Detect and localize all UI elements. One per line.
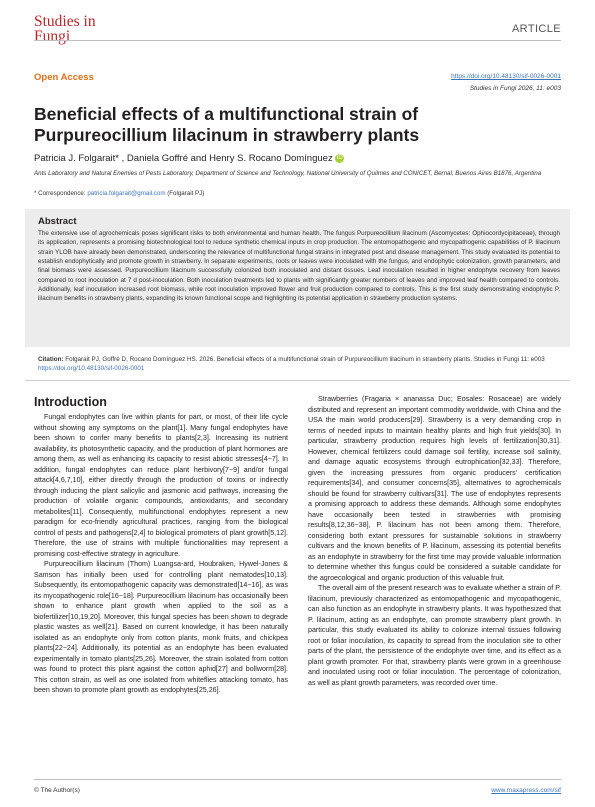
article-type-label: ARTICLE xyxy=(511,23,561,35)
journal-reference: Studies in Fungi 2026, 11: e003 xyxy=(469,85,561,92)
orcid-icon[interactable]: iD xyxy=(337,154,343,161)
citation xyxy=(38,355,560,374)
paragraph: Fungal endophytes can live within plants for part, or most, of their life cycle without showing any symptoms on the plant[1]. Many fungal endophytes have been shown to confer many benefits to plants[2,3]. Increasing its nutrient availability, its photosynthetic capacity, and the production of plant hormones are among them, as well as enhancing its capacity to resist abiotic stresses[4−7]. In addition, fungal endophytes can reduce plant herbivory[7−9] and/or fungal attack[4,6,7,10], either directly through the production of toxins or indirectly through inducing the plant salicylic and jasmonic acid pathways, increasing the production of volatile organic compounds, antioxidants, and secondary metabolites[11]. Consequently, multifunctional endophytes represent a new paradigm for eco-friendly agricultural practices, ranging from the biological control of pests and pathogens[2,4] to biological promoters of plant growth[5,12]. Therefore, the use of strains with multiple functionalities may represent a promising cost-effective strategy in agriculture. xyxy=(34,413,288,558)
body-column-left xyxy=(34,412,288,696)
doi-link[interactable]: https://doi.org/10.48130/sif-0026-0001 xyxy=(451,73,561,80)
paragraph: Strawberries (Fragaria × ananassa Duc; Eosales: Rosaceae) are widely distributed and represent an important commodity worldwide, with China and the USA the main world producers[29]. Strawberry is a very demanding crop in terms of needed inputs to maintain healthy plants and high fruit yields[30]. In particular, strawberry production requires high levels of fertilization[30,31]. However, chemical fertilizers could damage soil fertility, increase soil salinity, and damage aquatic ecosystems through eutrophication[32,33]. Therefore, given the increasing pressures from organic producers' certification requirements[34], and consumer concerns[35], alternatives to agrochemicals should be found for strawberry cultivars[31]. The use of endophytes represents a promising approach to address these demands. Although some endophytes have occasionally been tested in strawberries with promising results[8,12,36−38], P. lilacinum has not been among them. Therefore, considering both extant pressures for sustainable solutions in strawberry cultivars and the known benefits of P. lilacinum, assessing its potential benefits as an endophyte in strawberry for the first time may provide valuable information to determine whether this fungus could be considered a suitable candidate for the agroecological and organic production of this valuable fruit. xyxy=(308,395,561,582)
introduction-heading: Introduction xyxy=(34,395,107,409)
body-column-right xyxy=(308,394,561,688)
header-divider xyxy=(34,40,561,41)
correspondence-email-link[interactable]: patricia.folgarait@gmail.com xyxy=(87,190,166,197)
publisher-website-link[interactable]: www.maxapress.com/sif xyxy=(491,787,561,794)
abstract-heading: Abstract xyxy=(38,216,77,227)
correspondence-prefix: * Correspondence: xyxy=(34,190,88,197)
paragraph: Purpureocillium lilacinum (Thom) Luangsa-ard, Houbraken, Hywel-Jones & Samson has initially been used for controlling plant nematodes[10,13]. Subsequently, its entomopathogenic capacity was demonstrated[14−16], as was its mycopathogenic role[16−18]. Purpureocillium lilacinum has occasionally been shown to enhance plant growth when applied to the soil as a biofertilizer[10,19,20]. Moreover, this fungal species has been shown to degrade plastic wastes as well[21]. Based on current knowledge, it has been naturally isolated as an endophyte only from cotton plants, monk fruits, and chickpea plants[22−24]. Additionally, its potential as an endophyte has been evaluated experimentally in tomato plants[25,26]. Moreover, the strain isolated from cotton was found to protect this plant against the cotton aphid[27] and bollworm[28]. This cotton strain, as well as one isolated from whiteflies attacking tomato, has been shown to promote plant growth as endophytes[25,26]. xyxy=(34,560,288,694)
copyright-notice: © The Author(s) xyxy=(34,787,80,794)
citation-label: Citation: xyxy=(38,356,64,363)
citation-divider xyxy=(25,380,570,381)
correspondence xyxy=(34,190,204,197)
journal-logo-line2: Fungi xyxy=(34,28,71,45)
journal-logo-line1: Studies in xyxy=(34,13,96,30)
footer-divider xyxy=(34,779,561,780)
citation-doi-link[interactable]: https://doi.org/10.48130/sif-0026-0001 xyxy=(38,365,145,373)
affiliation: Ants Laboratory and Natural Enemies of Pests Laboratory, Department of Science and Technology, National University of Quilmes and CONICET, Bernal, Buenos Aires B1876, Argentina xyxy=(34,170,542,177)
abstract-text: The extensive use of agrochemicals poses significant risks to both environmental and human health. The fungus Purpureocillium lilacinum (Ascomycetes: Ophiocordycipitaceae), through its application, represents a promising biotechnological tool to reduce synthetic chemical inputs in crop production. The entomopathogenic and mycopathogenic capabilities of P. lilacinum strain YLOB have already been demonstrated, underscoring the relevance of multifunctional fungal strains in integrated pest and disease management. This study evaluated its potential to establish endophytically and promote growth in strawberry. In separate experiments, roots or leaves were inoculated with the fungus, and endophytic colonization, growth parameters, and final biomass were assessed. Purpureocillium lilacinum successfully colonized both inoculated and distant tissues. Leaf inoculation resulted in higher endophyte recovery from leaves compared to root inoculation at 7 d post-inoculation. Both inoculation treatments led to plants with significantly greater numbers of leaves and improved leaf health compared to controls. Additionally, leaf inoculation increased root biomass, while root inoculation improved flower and fruit production compared to controls. This is the first study demonstrating endophytic P. lilacinum benefits in strawberry plants, expanding its known functional scope and highlighting its potential application in strawberry production systems. xyxy=(38,230,560,303)
open-access-label: Open Access xyxy=(34,72,94,83)
author-list xyxy=(34,153,344,164)
article-title: Beneficial effects of a multifunctional strain of Purpureocillium lilacinum in strawberry plants xyxy=(34,104,420,145)
citation-text: Folgarait PJ, Goffré D, Rocano Domínguez HS. 2026. Beneficial effects of a multifunctional strain of Purpureocillium lilacinum in strawberry plants. Studies in Fungi 11: e003 xyxy=(63,356,545,363)
authors-text: Patricia J. Folgarait* , Daniela Goffré and Henry S. Rocano Domínguez xyxy=(34,153,333,164)
correspondence-suffix: (Folgarait PJ) xyxy=(165,190,205,197)
paragraph: The overall aim of the present research was to evaluate whether a strain of P. lilacinum, previously characterized as entomopathogenic and mycopathogenic, can also function as an endophyte in strawberry plants. It was hypothesized that P. lilacinum, acting as an endophyte, can promote strawberry plant growth. In particular, this study evaluated its ability to colonize internal tissues following root or foliar inoculation, its capacity to spread from the inoculation site to other parts of the plant, the persistence of the endophyte over time, and its effect as a plant growth promoter. For that, strawberry plants were grown in a greenhouse and inoculated using root or foliar inoculation. The percentage of colonization, as well as plant growth parameters, was recorded over time. xyxy=(308,584,561,687)
